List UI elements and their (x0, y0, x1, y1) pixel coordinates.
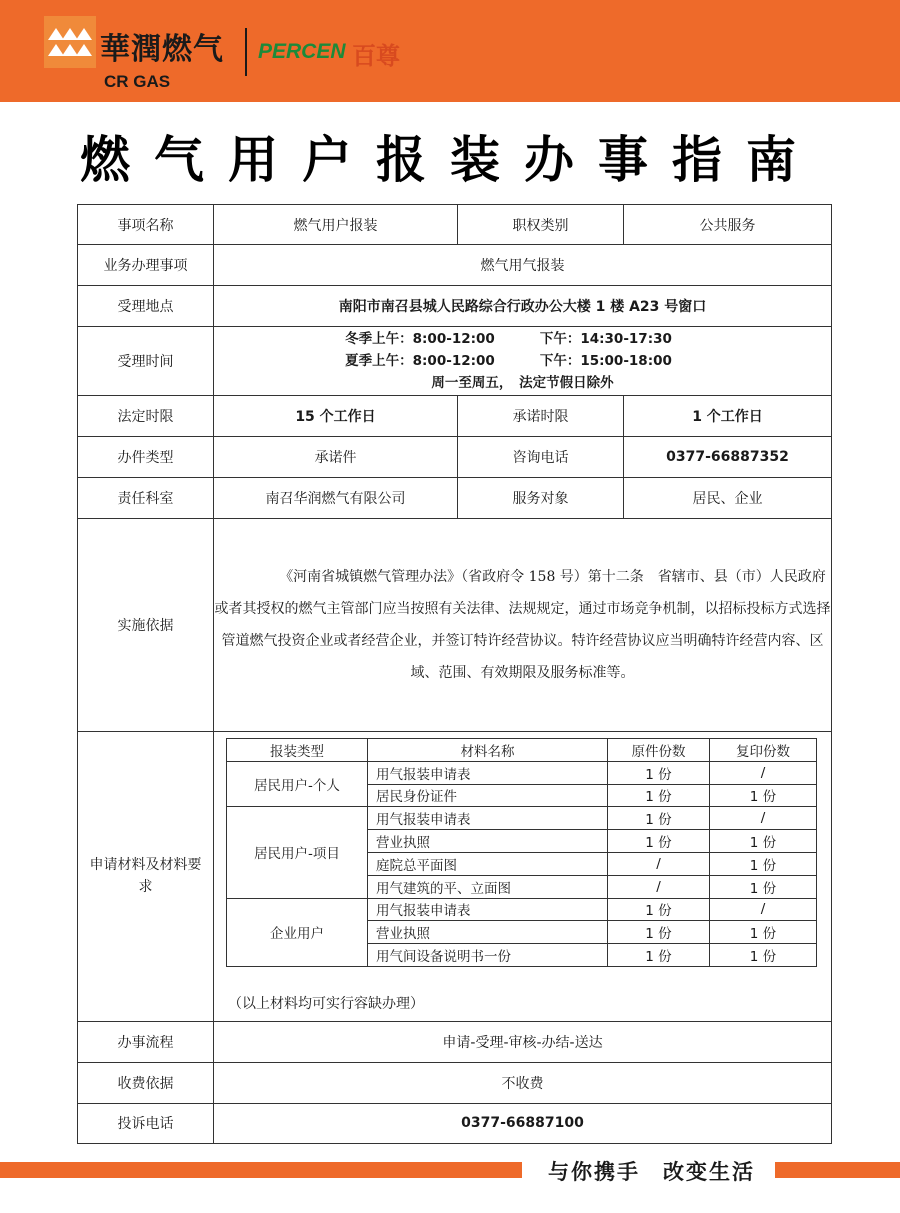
materials-item-name: 用气报装申请表 (368, 761, 608, 784)
value-item-name: 燃气用户报装 (214, 205, 458, 245)
summer-pm: 下午：15:00-18:00 (539, 353, 672, 369)
materials-original-count: 1 份 (608, 807, 710, 830)
row-hours (78, 327, 832, 396)
row-item-name (78, 205, 832, 245)
materials-header-cell: 原件份数 (608, 739, 710, 762)
label-promise-limit: 承诺时限 (458, 396, 624, 437)
materials-copy-count: 1 份 (710, 944, 817, 967)
value-complaint: 0377-66887100 (214, 1103, 832, 1143)
label-materials: 申请材料及材料要求 (78, 732, 214, 1022)
materials-header-cell: 材料名称 (368, 739, 608, 762)
value-case-type: 承诺件 (214, 437, 458, 478)
guide-table (77, 204, 832, 1144)
value-authority: 公共服务 (624, 205, 832, 245)
value-promise-limit: 1 个工作日 (624, 396, 832, 437)
row-basis (78, 519, 832, 732)
label-legal-limit: 法定时限 (78, 396, 214, 437)
row-process (78, 1021, 832, 1062)
winter-pm: 下午：14:30-17:30 (539, 331, 672, 347)
materials-copy-count: 1 份 (710, 921, 817, 944)
value-target: 居民、企业 (624, 478, 832, 519)
materials-item-name: 庭院总平面图 (368, 852, 608, 875)
winter-am: 冬季上午：8:00-12:00 (345, 331, 495, 347)
row-type (78, 437, 832, 478)
materials-original-count: 1 份 (608, 898, 710, 921)
value-business: 燃气用气报装 (214, 245, 832, 286)
materials-original-count: 1 份 (608, 830, 710, 853)
label-business: 业务办理事项 (78, 245, 214, 286)
label-target: 服务对象 (458, 478, 624, 519)
materials-original-count: 1 份 (608, 944, 710, 967)
materials-copy-count: / (710, 898, 817, 921)
materials-item-name: 用气报装申请表 (368, 898, 608, 921)
materials-copy-count: / (710, 761, 817, 784)
cr-gas-logo-icon (44, 16, 96, 68)
label-process: 办事流程 (78, 1021, 214, 1062)
label-location: 受理地点 (78, 286, 214, 327)
materials-item-name: 用气报装申请表 (368, 807, 608, 830)
brand-cn: 華潤燃气 (100, 32, 224, 67)
materials-original-count: 1 份 (608, 921, 710, 944)
footer-band-right (775, 1162, 900, 1178)
partner-cn: 百尊 (352, 41, 400, 70)
row-location (78, 286, 832, 327)
materials-applicant-type: 居民用户-个人 (227, 761, 368, 807)
label-fee: 收费依据 (78, 1062, 214, 1103)
materials-copy-count: 1 份 (710, 875, 817, 898)
row-complaint (78, 1103, 832, 1143)
label-hours: 受理时间 (78, 327, 214, 396)
page-title: 燃气用户报装办事指南 (80, 131, 820, 189)
materials-original-count: / (608, 875, 710, 898)
value-fee: 不收费 (214, 1062, 832, 1103)
materials-copy-count: / (710, 807, 817, 830)
materials-header-row (227, 739, 817, 762)
materials-original-count: 1 份 (608, 761, 710, 784)
materials-item-name: 用气建筑的平、立面图 (368, 875, 608, 898)
materials-item-name: 居民身份证件 (368, 784, 608, 807)
materials-header-cell: 报装类型 (227, 739, 368, 762)
materials-item-name: 营业执照 (368, 921, 608, 944)
materials-note: （以上材料均可实行容缺办理） (228, 995, 424, 1012)
materials-row (227, 898, 817, 921)
materials-applicant-type: 居民用户-项目 (227, 807, 368, 898)
materials-item-name: 用气间设备说明书一份 (368, 944, 608, 967)
label-case-type: 办件类型 (78, 437, 214, 478)
value-location: 南阳市南召县城人民路综合行政办公大楼 1 楼 A23 号窗口 (214, 286, 832, 327)
row-materials (78, 732, 832, 1022)
label-basis: 实施依据 (78, 519, 214, 732)
footer-slogan: 与你携手 改变生活 (548, 1160, 755, 1184)
value-legal-limit: 15 个工作日 (214, 396, 458, 437)
value-phone: 0377-66887352 (624, 437, 832, 478)
value-basis: 《河南省城镇燃气管理办法》（省政府令 158 号）第十二条 省辖市、县（市）人民政府或者其授权的燃气主管部门应当按照有关法律、法规规定，通过市场竞争机制，以招标投标方式选择管道燃气投资企业或者经营企业，并签订特许经营协议。特许经营协议应当明确特许经营内容、区域、范围、有效期限及服务标准等。 (214, 519, 832, 732)
footer-band-left (0, 1162, 522, 1178)
workdays: 周一至周五， 法定节假日除外 (431, 375, 614, 391)
summer-am: 夏季上午：8:00-12:00 (345, 353, 495, 369)
value-materials (214, 732, 832, 1022)
row-dept (78, 478, 832, 519)
row-fee (78, 1062, 832, 1103)
materials-copy-count: 1 份 (710, 852, 817, 875)
materials-original-count: 1 份 (608, 784, 710, 807)
materials-row (227, 761, 817, 784)
row-business (78, 245, 832, 286)
logo-divider (245, 28, 247, 76)
materials-applicant-type: 企业用户 (227, 898, 368, 966)
label-item-name: 事项名称 (78, 205, 214, 245)
materials-row (227, 807, 817, 830)
row-limit (78, 396, 832, 437)
brand-en: CR GAS (104, 72, 171, 91)
materials-copy-count: 1 份 (710, 830, 817, 853)
materials-header-cell: 复印份数 (710, 739, 817, 762)
label-phone: 咨询电话 (458, 437, 624, 478)
materials-original-count: / (608, 852, 710, 875)
value-hours (214, 327, 832, 396)
materials-item-name: 营业执照 (368, 830, 608, 853)
partner-en: PERCEN (258, 40, 346, 63)
value-process: 申请-受理-审核-办结-送达 (214, 1021, 832, 1062)
materials-table (226, 738, 817, 967)
materials-copy-count: 1 份 (710, 784, 817, 807)
header-band (0, 0, 900, 102)
label-complaint: 投诉电话 (78, 1103, 214, 1143)
label-dept: 责任科室 (78, 478, 214, 519)
value-dept: 南召华润燃气有限公司 (214, 478, 458, 519)
label-authority: 职权类别 (458, 205, 624, 245)
